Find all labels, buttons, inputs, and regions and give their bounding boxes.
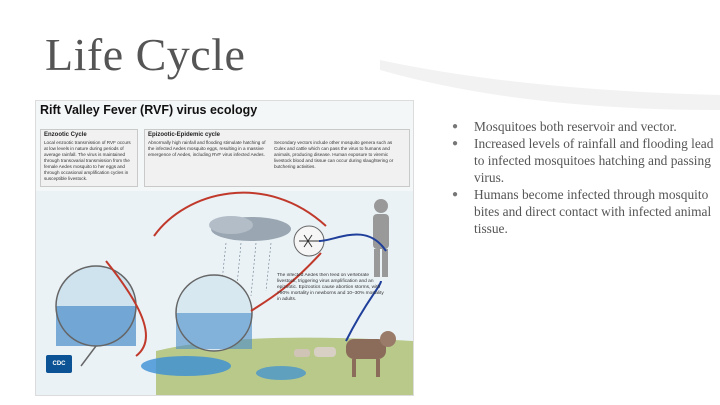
epizootic-heading: Epizootic-Epidemic cycle	[148, 132, 221, 138]
page-title: Life Cycle	[45, 29, 246, 80]
bullet-text: Humans become infected through mosquito bites and direct contact with infected animal tissue.	[474, 187, 712, 236]
cdc-logo: CDC	[46, 355, 72, 373]
rvf-ecology-figure	[35, 100, 414, 396]
infected-aedes-text: The infected Aedes then feed on vertebrate livestock, triggering virus amplification and an epizootic. Epizootics cause abortion storms, with >90% mortality in newborns and 10–30% mortality in adults.	[277, 273, 384, 302]
figure-title: Rift Valley Fever (RVF) virus ecology	[40, 103, 258, 117]
bullet-item	[452, 186, 717, 237]
bullet-item	[452, 118, 717, 135]
bullet-list	[452, 118, 717, 237]
bullet-text: Increased levels of rainfall and flooding lead to infected mosquitoes hatching and passing virus.	[474, 136, 714, 185]
enzootic-panel	[40, 129, 138, 187]
bullet-item	[452, 135, 717, 186]
secondary-vectors-text: Secondary vectors include other mosquito genera such as Culex and cattle which can pass the virus to humans and animals, producing disease. Human exposure to viremic livestock blood and tissue can occur during slaughtering or butchering activities.	[274, 140, 394, 169]
bullet-text: Mosquitoes both reservoir and vector.	[474, 119, 677, 134]
bullet-icon: ●	[452, 121, 459, 132]
enzootic-heading: Enzootic Cycle	[44, 132, 87, 138]
bullet-icon: ●	[452, 138, 459, 149]
epizootic-panel	[144, 129, 410, 187]
epizootic-text: Abnormally high rainfall and flooding stimulate hatching of the infected Aedes mosquito eggs, resulting in a massive emergence of Aedes, including RVF virus infected Aedes.	[148, 140, 266, 157]
bullet-icon: ●	[452, 189, 459, 200]
enzootic-text: Local enzootic transmission of RVF occurs at low levels in nature during periods of average rainfall. The virus is maintained through transovarial transmission from the female Aedes mosquito to her eggs and through occasional amplification cycles in susceptible livestock.	[44, 140, 131, 181]
